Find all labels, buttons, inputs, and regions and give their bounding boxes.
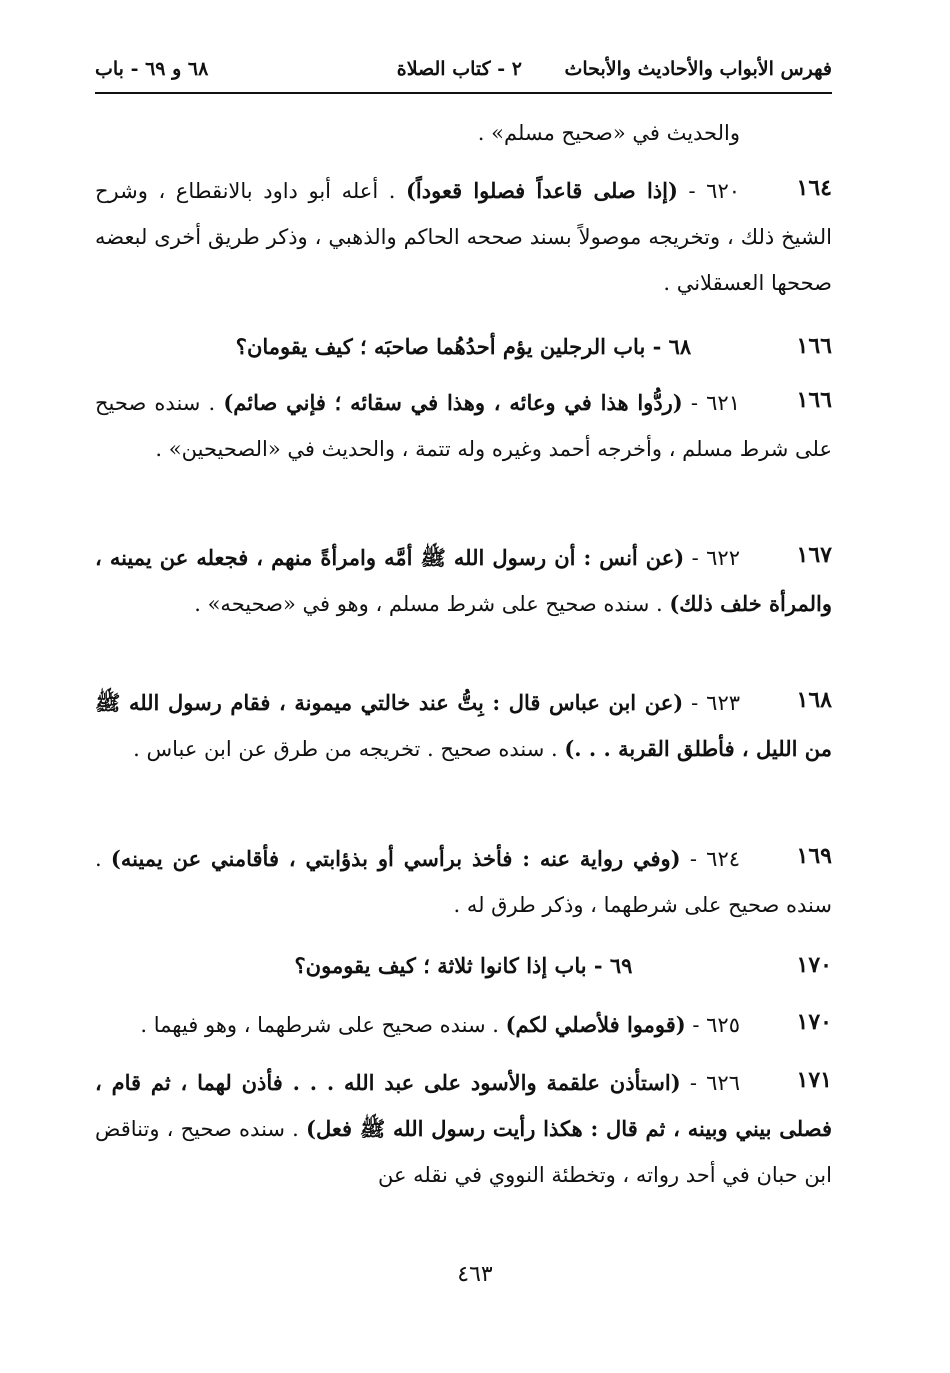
entry-text: ٦٢٢ - (عن أنس : أن رسول الله ﷺ أمَّه وامرأةً منهم ، فجعله عن يمينه ، والمرأة خلف ذلك) . سنده صحيح على شرط مسلم ، وهو في «صحيحه» . [95, 545, 832, 616]
entry-text: ٦٢٠ - (إذا صلى قاعداً فصلوا قعوداً) . أعله أبو داود بالانقطاع ، وشرح الشيخ ذلك ، وتخريجه موصولاً بسند صححه الحاكم والذهبي ، وذكر طريق أخرى لبعضه صححها العسقلاني . [95, 178, 832, 295]
header-section-title: فهرس الأبواب والأحاديث والأبحاث [564, 58, 832, 80]
intro-line [95, 110, 832, 156]
entry-text: ٦٢٥ - (قوموا فلأصلي لكم) . سنده صحيح على شرطهما ، وهو فيهما . [140, 1012, 740, 1037]
hadith-entry-620 [95, 168, 832, 308]
page-ref: ١٦٦ [796, 387, 832, 413]
chapter-entry-69 [95, 945, 832, 991]
entry-text: ٦٢١ - (ردُّوا هذا في وعائه ، وهذا في سقائه ؛ فإني صائم) . سنده صحيح على شرط مسلم ، وأخرجه أحمد وغيره وله تتمة ، والحديث في «الصحيحين» . [95, 390, 832, 461]
header-rule [95, 92, 832, 94]
header-chapter-range: ٦٨ و ٦٩ - باب [95, 58, 209, 80]
entry-text: ٦٢٣ - (عن ابن عباس قال : بِتُّ عند خالتي ميمونة ، فقام رسول الله ﷺ من الليل ، فأطلق القربة . . .) . سنده صحيح . تخريجه من طرق عن ابن عباس . [95, 690, 832, 761]
page-ref: ١٦٤ [796, 175, 832, 201]
chapter-entry-68 [95, 326, 832, 372]
page-ref: ١٧٠ [796, 952, 832, 978]
page-ref: ١٦٨ [796, 687, 832, 713]
running-header [95, 58, 832, 88]
header-book-title: ٢ - كتاب الصلاة [396, 58, 522, 80]
entry-text: ٦٢٤ - (وفي رواية عنه : فأخذ برأسي أو بذؤابتي ، فأقامني عن يمينه) . سنده صحيح على شرطهما ، وذكر طرق له . [95, 846, 832, 917]
hadith-entry-625 [95, 1002, 832, 1048]
page-ref: ١٦٧ [796, 542, 832, 568]
intro-text: والحديث في «صحيح مسلم» . [477, 121, 740, 145]
page-ref: ١٧١ [796, 1067, 832, 1093]
page-ref: ١٦٩ [796, 843, 832, 869]
hadith-entry-622 [95, 535, 832, 675]
page-ref: ١٦٦ [796, 333, 832, 359]
page-ref: ١٧٠ [796, 1009, 832, 1035]
page-number: ٤٦٣ [457, 1262, 493, 1287]
hadith-entry-626 [95, 1060, 832, 1200]
hadith-entry-624 [95, 836, 832, 928]
hadith-entry-623 [95, 680, 832, 820]
entry-text: ٦٢٦ - (استأذن علقمة والأسود على عبد الله . . . فأذن لهما ، ثم قام ، فصلى بيني وبينه ، ثم قال : هكذا رأيت رسول الله ﷺ فعل) . سنده صحيح ، وتناقض ابن حبان في أحد رواته ، وتخطئة النووي في نقله عن [95, 1070, 833, 1187]
chapter-title: ٦٩ - باب إذا كانوا ثلاثة ؛ كيف يقومون؟ [294, 953, 633, 978]
hadith-entry-621 [95, 380, 832, 520]
chapter-title: ٦٨ - باب الرجلين يؤم أحدُهُما صاحبَه ؛ كيف يقومان؟ [235, 334, 692, 359]
